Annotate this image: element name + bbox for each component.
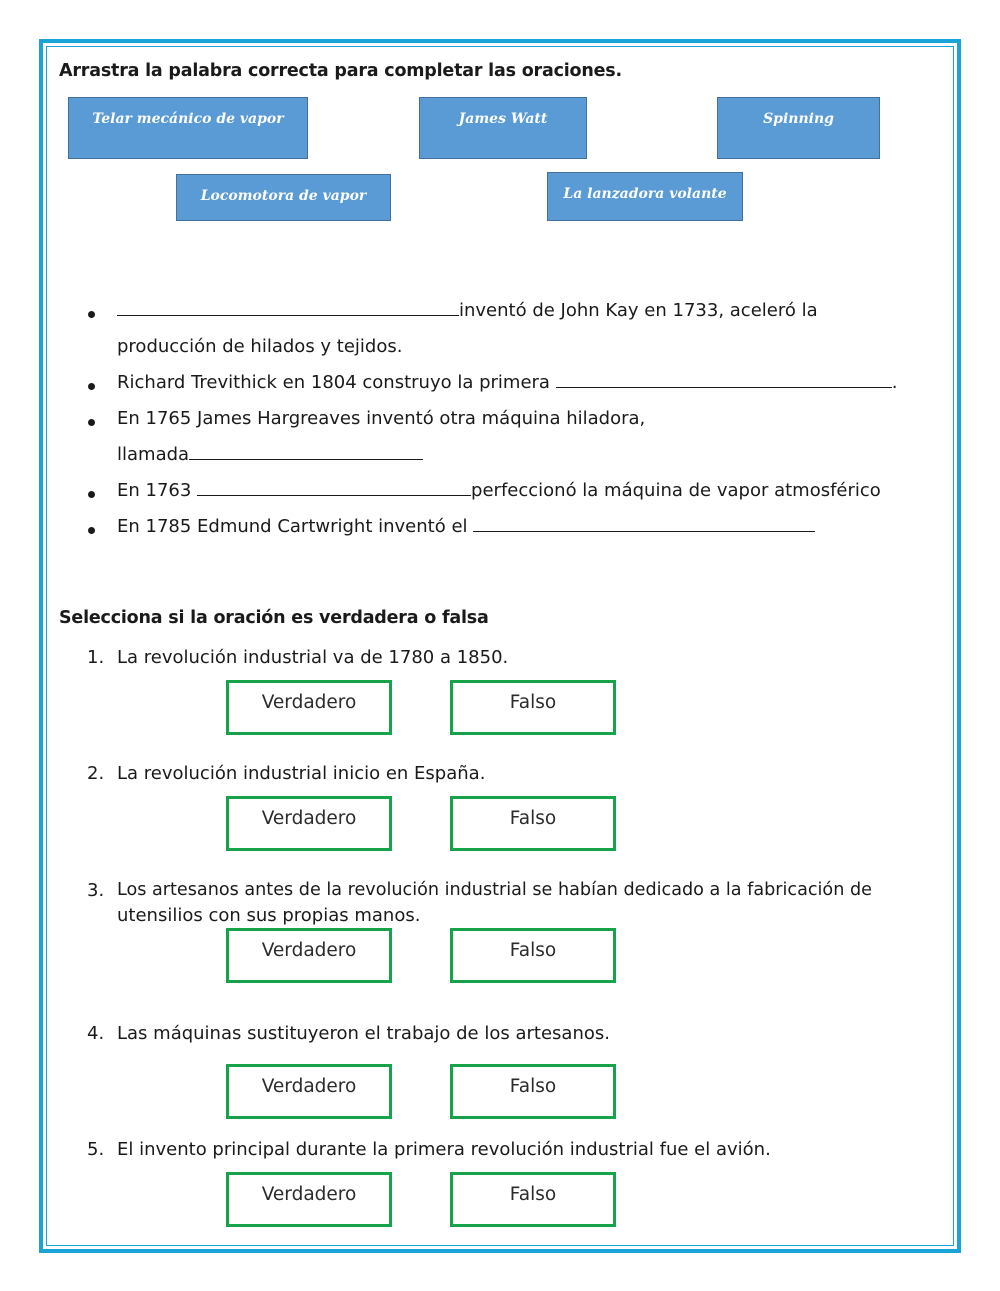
q5-falso-button[interactable]: Falso: [450, 1172, 616, 1227]
sentence-2: [117, 372, 897, 393]
truefalse-instruction: Selecciona si la oración es verdadera o falsa: [59, 608, 489, 628]
sentence-5: [117, 516, 815, 537]
question-text: La revolución industrial inicio en España.: [117, 763, 486, 784]
word-chip-james-watt[interactable]: James Watt: [419, 97, 587, 159]
sentence-3-cont: [117, 444, 423, 465]
question-text: Los artesanos antes de la revolución industrial se habían dedicado a la fabricación de: [117, 880, 872, 900]
q1-verdadero-button[interactable]: Verdadero: [226, 680, 392, 735]
sentence-2-end: .: [891, 372, 898, 393]
sentence-5-text: En 1785 Edmund Cartwright inventó el: [117, 516, 474, 537]
question-text: El invento principal durante la primera revolución industrial fue el avión.: [117, 1139, 771, 1160]
sentence-4-end: perfeccionó la máquina de vapor atmosférico: [471, 480, 881, 501]
q1-falso-button[interactable]: Falso: [450, 680, 616, 735]
word-chip-spinning[interactable]: Spinning: [717, 97, 880, 159]
sentence-1-cont: producción de hilados y tejidos.: [117, 336, 403, 357]
q2-falso-button[interactable]: Falso: [450, 796, 616, 851]
sentence-1: [117, 300, 818, 321]
question-number: 1.: [87, 647, 105, 668]
drop-blank-4[interactable]: [197, 481, 471, 496]
bullet-dot: [88, 383, 95, 390]
drop-blank-5[interactable]: [473, 517, 815, 532]
q4-falso-button[interactable]: Falso: [450, 1064, 616, 1119]
sentence-4: [117, 480, 881, 501]
sentence-2-text: Richard Trevithick en 1804 construyo la primera: [117, 372, 556, 393]
drag-instruction: Arrastra la palabra correcta para completar las oraciones.: [59, 61, 622, 81]
question-text-cont: utensilios con sus propias manos.: [117, 905, 421, 926]
q5-verdadero-button[interactable]: Verdadero: [226, 1172, 392, 1227]
sentence-1-text: inventó de John Kay en 1733, aceleró la: [459, 300, 818, 321]
q2-verdadero-button[interactable]: Verdadero: [226, 796, 392, 851]
sentence-4-text: En 1763: [117, 480, 198, 501]
word-chip-telar[interactable]: Telar mecánico de vapor: [68, 97, 308, 159]
question-number: 4.: [87, 1023, 105, 1044]
sentence-3: En 1765 James Hargreaves inventó otra máquina hiladora,: [117, 408, 646, 429]
bullet-dot: [88, 491, 95, 498]
sentence-3-cont-text: llamada: [117, 444, 190, 465]
word-chip-lanzadora[interactable]: La lanzadora volante: [547, 172, 743, 221]
drop-blank-3[interactable]: [189, 445, 423, 460]
q3-verdadero-button[interactable]: Verdadero: [226, 928, 392, 983]
drop-blank-2[interactable]: [556, 373, 892, 388]
question-text: La revolución industrial va de 1780 a 1850.: [117, 647, 509, 668]
question-number: 5.: [87, 1139, 105, 1160]
drop-blank-1[interactable]: [117, 301, 459, 316]
word-chip-locomotora[interactable]: Locomotora de vapor: [176, 174, 391, 221]
q4-verdadero-button[interactable]: Verdadero: [226, 1064, 392, 1119]
q3-falso-button[interactable]: Falso: [450, 928, 616, 983]
question-text: Las máquinas sustituyeron el trabajo de los artesanos.: [117, 1023, 610, 1044]
bullet-dot: [88, 419, 95, 426]
question-number: 3.: [87, 880, 105, 901]
question-number: 2.: [87, 763, 105, 784]
bullet-dot: [88, 527, 95, 534]
bullet-dot: [88, 311, 95, 318]
